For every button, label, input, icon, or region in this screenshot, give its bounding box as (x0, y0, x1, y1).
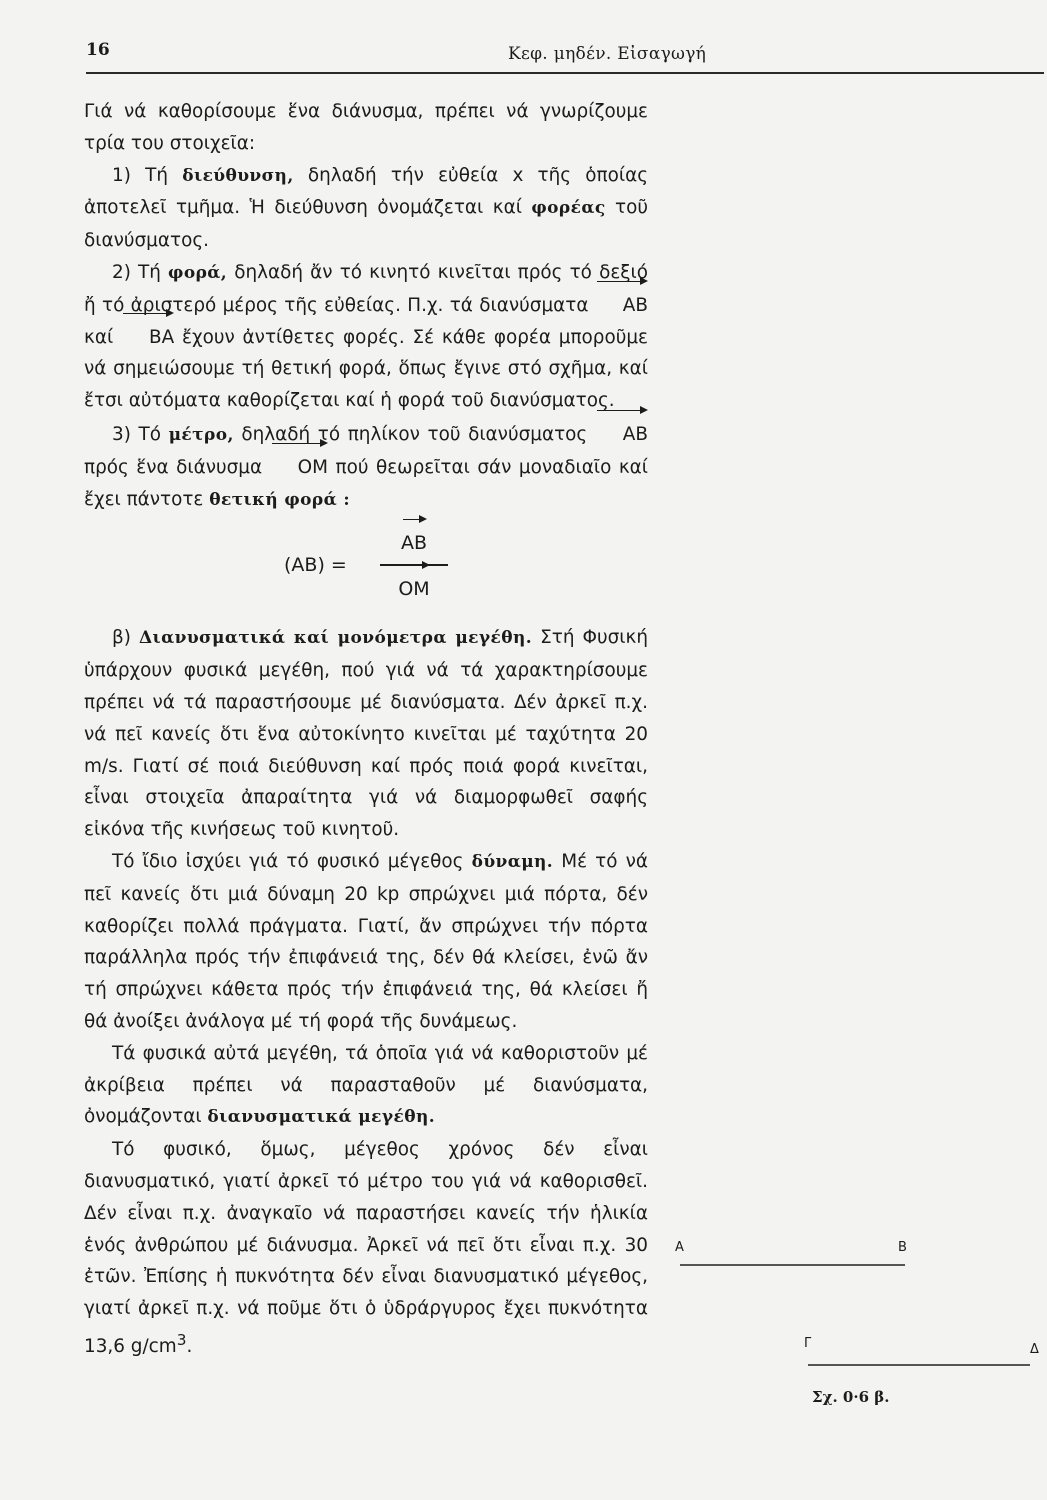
section-heading: Διανυσματικά καί μονόμετρα μεγέθη. (138, 628, 533, 649)
vector-ba: BA (121, 322, 174, 354)
term-magnitude: μέτρο, (168, 424, 234, 445)
text-run: . (186, 1336, 193, 1358)
paragraph-scalar (84, 1134, 648, 1363)
line-ab (680, 1264, 905, 1266)
text-run: 1) Τή (112, 164, 183, 186)
text-run: πού θεωρεῖται σάν μοναδιαῖο καί ἔχει πάντοτε (84, 456, 649, 510)
text-run: Μέ τό νά πεῖ κανείς ὅτι μιά δύναμη 20 kp σπρώχνει μιά πόρτα, δέν καθορίζει πολλά πράγματα. Γιατί, ἄν σπρώχνει τήν πόρτα παράλληλα πρός τήν ἐπιφάνειά της, δέν θά κλείσει, ἐνῶ ἄν τή σπρώχνει κάθετα πρός τήν ἐπιφάνειά της, θά κλείσει ἤ θά ἀνοίξει ἀνάλογα μέ τή φορά τῆς δυνάμεως. (84, 850, 648, 1032)
paragraph-intro: Γιά νά καθορίσουμε ἕνα διάνυσμα, πρέπει νά γνωρίζουμε τρία του στοιχεῖα: (84, 101, 648, 154)
vector-ab: AB (595, 419, 648, 451)
paragraph-vector-quantities (84, 622, 648, 846)
equation-numerator: AB (401, 528, 427, 560)
paragraph-force (84, 846, 648, 1038)
text-run: τοῦ διανύσματος. (84, 197, 648, 252)
text-run: β) (112, 627, 139, 649)
text-run: πρός ἕνα διάνυσμα (84, 456, 270, 478)
paragraph-magnitude (84, 419, 648, 516)
term-carrier: φορέας (531, 198, 606, 219)
label-d: Δ (1030, 1342, 1039, 1357)
running-head: Κεφ. μηδέν. Εἰσαγωγή (508, 44, 707, 64)
text-run: 3) Τό (112, 423, 169, 445)
text-run: δηλαδή τό πηλίκον τοῦ διανύσματος (233, 423, 595, 445)
main-text (84, 96, 648, 1363)
text-run: καί (84, 326, 121, 348)
term-vector-quantities: διανυσματικά μεγέθη. (207, 1107, 436, 1128)
term-positive-sense: θετική φορά : (209, 489, 351, 510)
vector-om: OM (270, 452, 328, 484)
text-run: ἔχουν ἀντίθετες φορές. Σέ κάθε φορέα μποροῦμε νά σημειώσουμε τή θετική φορά, ὅπως ἔγινε στό σχῆμα, καί ἔτσι αὐτόματα καθορίζεται καί ἡ φορά τοῦ διανύσματος. (84, 326, 649, 412)
text-run: Τά φυσικά αὐτά μεγέθη, τά ὁποῖα γιά νά καθοριστοῦν μέ ἀκρίβεια πρέπει νά παρασταθοῦν μέ διανύσματα, ὀνομάζονται (84, 1042, 648, 1128)
text-run: Στή Φυσική ὑπάρχουν φυσικά μεγέθη, πού γιά νά τά χαρακτηρίσουμε πρέπει νά τά παραστήσουμε μέ διανύσματα. Δέν ἀρκεῖ π.χ. νά πεῖ κανείς ὅτι ἕνα αὐτοκίνητο κινεῖται μέ ταχύτητα 20 m/s. Γιατί σέ ποιά διεύθυνση καί πρός ποιά φορά κινεῖται, εἶναι στοιχεῖα ἀπαραίτητα γιά νά διαμορφωθεῖ σαφής εἰκόνα τῆς κινήσεως τοῦ κινητοῦ. (84, 627, 649, 841)
text-run: Τό φυσικό, ὅμως, μέγεθος χρόνος δέν εἶναι διανυσματικό, γιατί ἀρκεῖ τό μέτρο του γιά νά καθορισθεῖ. Δέν εἶναι π.χ. ἀναγκαῖο νά παραστήσει κανείς τήν ἡλικία ἑνός ἀνθρώπου μέ διάνυσμα. Ἀρκεῖ νά πεῖ ὅτι εἶναι π.χ. 30 ἐτῶν. Ἐπίσης ἡ πυκνότητα δέν εἶναι διανυσματικό μέγεθος, γιατί ἀρκεῖ π.χ. νά ποῦμε ὅτι ὁ ὑδράργυρος ἔχει πυκνότητα 13,6 g/cm (84, 1139, 648, 1358)
term-direction: διεύθυνση, (182, 165, 294, 186)
page-number: 16 (86, 40, 110, 60)
equation-equals: = (330, 554, 347, 577)
fraction-bar (380, 564, 448, 566)
equation-lhs (284, 550, 347, 582)
line-gd (808, 1364, 1030, 1366)
term-force: δύναμη. (471, 851, 554, 872)
label-g: Γ (804, 1336, 812, 1351)
text-run: 2) Τή (112, 261, 169, 283)
label-b: B (898, 1240, 907, 1255)
equation-denominator: OM (398, 574, 429, 606)
superscript: 3 (176, 1330, 187, 1349)
vector-ab: AB (595, 290, 648, 322)
paragraph-direction (84, 160, 648, 257)
magnitude-equation (84, 520, 648, 616)
text-run: Τό ἴδιο ἰσχύει γιά τό φυσικό μέγεθος (112, 850, 472, 872)
header-rule (86, 72, 1044, 74)
text-run: δηλαδή ἄν τό κινητό κινεῖται πρός τό δεξιό ἤ τό ἀριστερό μέρος τῆς εὐθείας. Π.χ. τά διανύσματα (84, 261, 648, 316)
paragraph-definition (84, 1038, 648, 1134)
figure-caption: Σχ. 0·6 β. (812, 1388, 890, 1406)
term-sense: φορά, (168, 262, 228, 283)
label-a: A (675, 1240, 684, 1255)
text-run: δηλαδή τήν εὐθεία x τῆς ὁποίας ἀποτελεῖ τμῆμα. Ἡ διεύθυνση ὀνομάζεται καί (84, 164, 648, 219)
paragraph-sense (84, 257, 648, 417)
equation-lhs-text: (AB) (284, 554, 325, 577)
